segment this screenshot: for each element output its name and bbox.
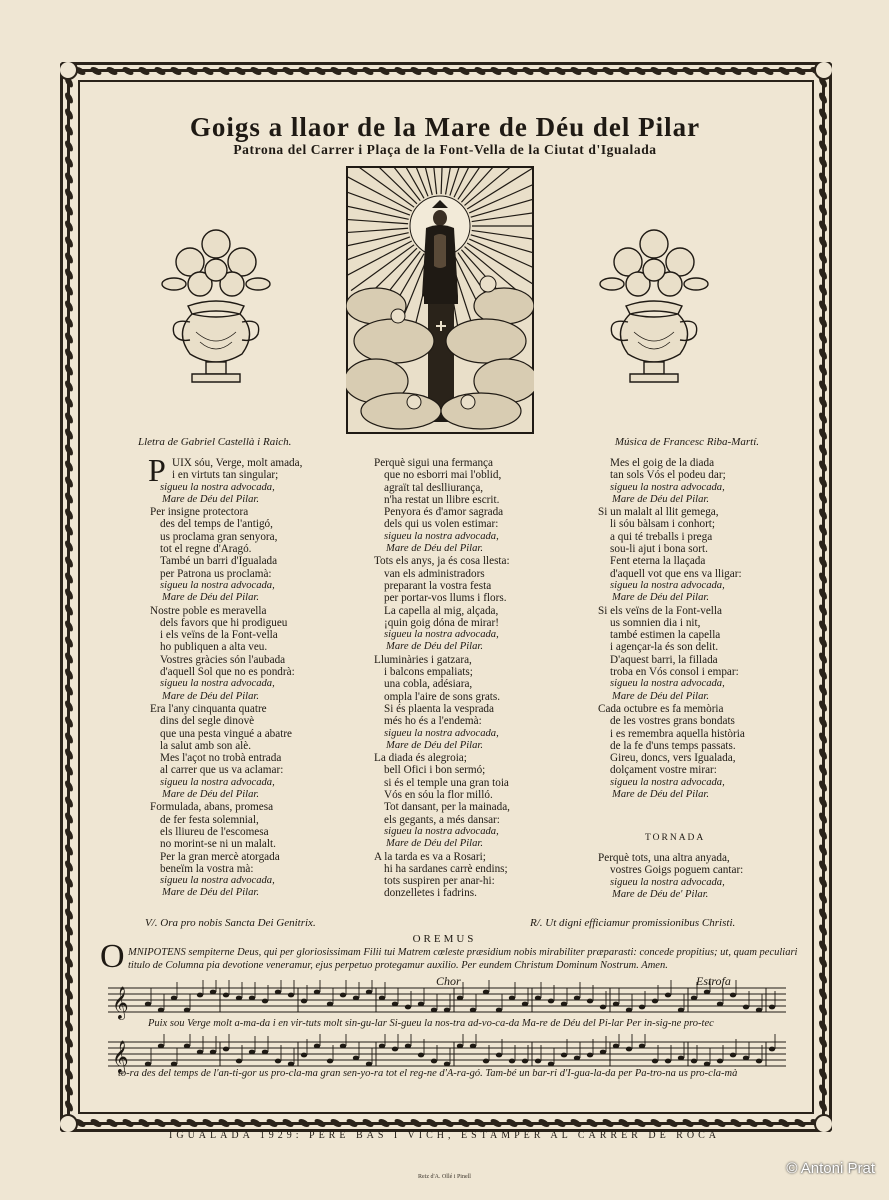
verse-line: si és el temple una gran toia: [384, 776, 509, 789]
verse-line: Mare de Déu del Pilar.: [162, 690, 259, 702]
verse-line: Si un malalt al llit gemega,: [598, 506, 719, 519]
verse-line: n'ha restat un llibre escrit.: [384, 493, 500, 506]
verse-column-2: [360, 457, 590, 900]
verse-line: Mes l'açot no trobà entrada: [160, 752, 282, 765]
verse-line: Tot dansant, per la mainada,: [384, 801, 510, 814]
verse-line: Si els veïns de la Font-vella: [598, 604, 722, 617]
verse-line: Mare de Déu del Pilar.: [612, 690, 709, 702]
verse-line: de la fe d'uns temps passats.: [610, 739, 736, 752]
verse-line: sigueu la nostra advocada,: [610, 876, 725, 888]
verse-line: agraït tal deslliurança,: [384, 481, 484, 494]
verse-line: tot el regne d'Aragó.: [160, 543, 252, 556]
drop-cap: P: [148, 452, 166, 488]
verse-column-3: [598, 457, 778, 801]
verse-line: sigueu la nostra advocada,: [384, 727, 499, 739]
verse-line: ompla l'aire de sons grats.: [384, 690, 501, 703]
verse-line: que una pesta vingué a abatre: [160, 727, 293, 740]
verse-line: i agençar-la és son delit.: [610, 641, 719, 654]
verse-line: sigueu la nostra advocada,: [160, 875, 275, 887]
verse-line: que no esborri mai l'oblid,: [384, 469, 502, 482]
verse-line: hi ha sardanes carrè endins;: [384, 862, 508, 875]
flower-vase-left: [160, 222, 272, 394]
music-lyrics-1: Puix sou Verge molt a-ma-da i en vir-tuts molt sin-gu-lar Si-gueu la nos-tra ad-vo-ca-da Ma-re de Déu del Pi-lar Per in-sig-ne pro-tec: [148, 1018, 714, 1029]
oremus-heading: OREMUS: [412, 933, 477, 945]
verse-line: Vós en sóu la flor milló.: [384, 789, 493, 802]
verse-line: Mare de Déu del Pilar.: [612, 789, 709, 801]
verse-line: van els administradors: [384, 567, 485, 580]
verse-line: Mare de Déu de' Pilar.: [612, 888, 709, 900]
verse-line: dels favors que hi prodigueu: [160, 616, 288, 629]
verse-line: Mare de Déu del Pilar.: [612, 493, 709, 505]
verse-line: Si és plaenta la vesprada: [384, 702, 494, 715]
verse-line: la salut amb son alè.: [160, 739, 252, 752]
verse-line: Nostre poble es meravella: [150, 604, 267, 617]
verse-line: també estimen la capella: [610, 629, 721, 642]
verse-line: dins del segle dinovè: [160, 715, 255, 728]
oremus-prayer: MNIPOTENS sempiterne Deus, qui per gloriosissimam Filii tui Matrem cœleste præsidium nobis mirabiliter præparasti: concede propitius; ut, quam peculiari titulo de Columna pia devotione veneramur, ejus perpetuo protegamur auxilio. Per eundem Christum Dominum Nostrum. Amen.: [128, 947, 798, 971]
verse-line: Per la gran mercè atorgada: [160, 850, 280, 863]
verse-line: per Patrona us proclamà:: [160, 567, 272, 580]
verse-line: tan sols Vós el podeu dar;: [610, 469, 726, 482]
verse-line: Mare de Déu del Pilar.: [386, 739, 483, 751]
verse-line: Perquè sigui una fermança: [374, 457, 493, 469]
verse-line: us somnien dia i nit,: [610, 616, 701, 629]
verse-line: una cobla, adésiara,: [384, 678, 473, 691]
flower-vase-right: [598, 222, 710, 394]
page-subtitle: Patrona del Carrer i Plaça de la Font-Vella de la Ciutat d'Igualada: [233, 142, 657, 157]
verse-column-1: [148, 452, 370, 900]
verse-line: Mare de Déu del Pilar.: [612, 592, 709, 604]
verse-line: Mare de Déu del Pilar.: [162, 592, 259, 604]
virgin-of-pillar-woodcut: [346, 166, 534, 434]
verse-line: i balcons empaliats;: [384, 666, 473, 679]
verse-line: sigueu la nostra advocada,: [160, 776, 275, 788]
verse-line: Per insigne protectora: [150, 506, 249, 519]
verse-line: des del temps de l'antigó,: [160, 518, 273, 531]
verse-line: sigueu la nostra advocada,: [160, 481, 275, 493]
verse-line: de les vostres grans bondats: [610, 715, 735, 728]
verse-line: sigueu la nostra advocada,: [384, 629, 499, 641]
verse-line: preparant la vostra festa: [384, 579, 492, 592]
page-title: Goigs a llaor de la Mare de Déu del Pilar: [189, 112, 701, 142]
verse-line: sigueu la nostra advocada,: [160, 579, 275, 591]
verse-line: Fent eterna la llaçada: [610, 555, 706, 568]
versicle: V/. Ora pro nobis Sancta Dei Genitrix.: [145, 917, 316, 929]
response: R/. Ut digni efficiamur promissionibus Christi.: [530, 917, 736, 929]
verse-line: i els veïns de la Font-vella: [160, 629, 278, 642]
verse-line: dels qui us volen estimar:: [384, 518, 499, 531]
verse-line: per portar-vos llums i flors.: [384, 592, 507, 605]
verse-line: Mare de Déu del Pilar.: [162, 789, 259, 801]
verse-line: sigueu la nostra advocada,: [610, 481, 725, 493]
verse-line: Mare de Déu del Pilar.: [386, 641, 483, 653]
music-label-estrofa: Estrofa: [696, 974, 731, 988]
verse-line: els gegants, a més dansar:: [384, 813, 500, 826]
verse-line: A la tarda es va a Rosari;: [374, 850, 486, 863]
verse-line: els lliureu de l'escomesa: [160, 825, 269, 838]
verse-line: bell Ofici i bon sermó;: [384, 764, 486, 777]
collection-note: Reiz d'A. Ollé i Pinell: [418, 1174, 471, 1180]
copyright-watermark: © Antoni Prat: [786, 1160, 875, 1177]
verse-line: tots suspiren per anar-hi:: [384, 875, 495, 888]
verse-line: Tots els anys, ja és cosa llesta:: [374, 555, 510, 568]
verse-line: sigueu la nostra advocada,: [610, 579, 725, 591]
verse-line: a qui té treballs i prega: [610, 530, 713, 543]
verse-line: sigueu la nostra advocada,: [384, 825, 499, 837]
music-lyrics-2: to-ra des del temps de l'an-ti-gor us pro-cla-ma gran sen-yo-ra tot el reg-ne d'A-ra-gó. Tam-bé un bar-ri d'I-gua-la-da per Pa-tro-na us pro-cla-mà: [118, 1068, 738, 1079]
verse-line: Mes el goig de la diada: [610, 457, 715, 469]
verse-line: D'aquest barri, la fillada: [610, 653, 718, 666]
tornada-verse: [598, 852, 778, 901]
svg-text:𝄞: 𝄞: [112, 1042, 129, 1073]
verse-line: La capella al mig, alçada,: [384, 604, 499, 617]
verse-line: ho publiquen a alta veu.: [160, 641, 268, 654]
verse-line: més ho és a l'endemà:: [384, 715, 482, 728]
verse-line: Penyora és d'amor sagrada: [384, 506, 504, 519]
verse-line: sigueu la nostra advocada,: [384, 530, 499, 542]
verse-line: i en virtuts tan singular;: [172, 469, 279, 482]
verse-line: de fer festa solemnial,: [160, 813, 259, 826]
verse-line: Gireu, doncs, vers Igualada,: [610, 752, 736, 765]
verse-line: al carrer que us va aclamar:: [160, 764, 284, 777]
verse-line: li sóu bàlsam i conhort;: [610, 518, 716, 531]
svg-text:𝄞: 𝄞: [112, 988, 129, 1019]
verse-line: Lluminàries i gatzara,: [374, 653, 472, 666]
verse-line: Cada octubre es fa memòria: [598, 702, 724, 715]
verse-line: d'aquell Sol que no es pondrà:: [160, 666, 295, 679]
oremus-drop-cap: O: [100, 938, 125, 975]
music-label-chor: Chor: [436, 974, 461, 988]
verse-line: troba en Vós consol i empar:: [610, 666, 739, 679]
verse-line: d'aquell vot que ens va lligar:: [610, 567, 742, 580]
verse-line: Mare de Déu del Pilar.: [386, 838, 483, 850]
tornada-heading: TORNADA: [645, 833, 706, 843]
verse-line: Perquè tots, una altra anyada,: [598, 852, 730, 864]
verse-line: sigueu la nostra advocada,: [610, 776, 725, 788]
verse-line: dolçament vostre mirar:: [610, 764, 717, 777]
verse-line: UIX sóu, Verge, molt amada,: [172, 457, 303, 469]
verse-line: Formulada, abans, promesa: [150, 801, 274, 814]
verse-line: Vostres gràcies són l'aubada: [160, 653, 286, 666]
printer-imprint: IGUALADA 1929: PERE BAS I VICH, ESTAMPER AL CARRER DE ROCA: [169, 1130, 720, 1141]
verse-line: També un barri d'Igualada: [160, 555, 278, 568]
verse-line: beneïm la vostra mà:: [160, 862, 254, 875]
lyrics-credit: Lletra de Gabriel Castellà i Raich.: [138, 436, 292, 448]
verse-line: no morint-se ni un malalt.: [160, 838, 276, 851]
verse-line: vostres Goigs poguem cantar:: [610, 864, 744, 877]
verse-line: sou-li ajut i bona sort.: [610, 543, 708, 556]
verse-line: La diada és alegroia;: [374, 752, 467, 765]
verse-line: Mare de Déu del Pilar.: [162, 887, 259, 899]
verse-line: donzelletes i fadrins.: [384, 887, 477, 900]
verse-line: ¡quin goig dóna de mirar!: [384, 616, 499, 629]
music-staff-1: [108, 980, 786, 1020]
verse-line: sigueu la nostra advocada,: [610, 678, 725, 690]
verse-line: Era l'any cinquanta quatre: [150, 702, 267, 715]
verse-line: sigueu la nostra advocada,: [160, 678, 275, 690]
verse-line: Mare de Déu del Pilar.: [386, 543, 483, 555]
music-credit: Música de Francesc Riba-Martí.: [614, 436, 759, 448]
verse-line: us proclama gran senyora,: [160, 530, 278, 543]
verse-line: i es remembra aquella història: [610, 727, 745, 740]
verse-line: Mare de Déu del Pilar.: [162, 493, 259, 505]
